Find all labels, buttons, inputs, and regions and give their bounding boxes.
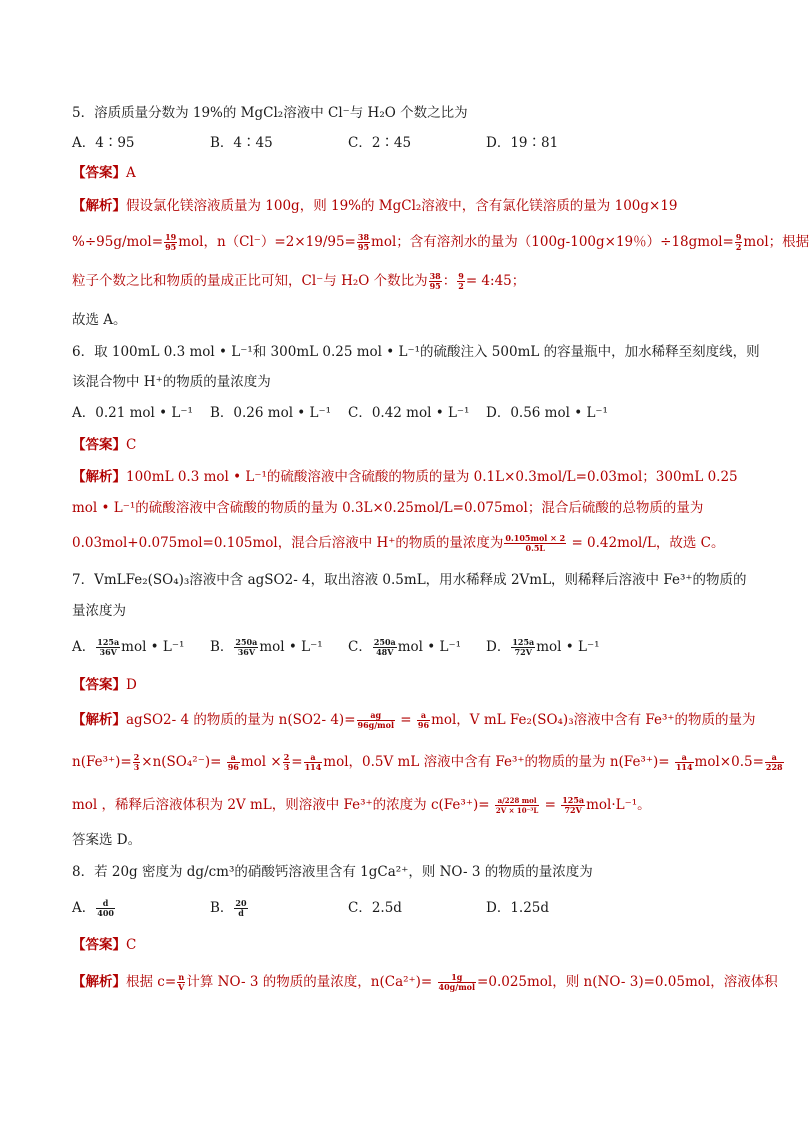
q7-option-a: A． $\frac{125a}{36V}$ mol • L⁻¹ [72,637,185,657]
q7-explanation-line2: n(Fe³⁺)= $\frac{2}{3}$ ×n(SO₄²⁻)= $\frac{a}{96}$ mol × $\frac{2}{3}$ = $\frac{a}{114}$ mol，0.5V mL 溶液中含有 Fe³⁺的物质的量为 n(Fe³⁺)= $\frac{a}{114}$ mol×0.5= $\frac{a}{228}$ [72,752,783,772]
q8-option-d: D．1.25d [486,900,550,916]
q5-answer: 【答案】A [72,165,136,181]
q6-answer: 【答案】C [72,437,137,453]
q8-option-b: B． $\frac{20}{d}$ [210,898,247,918]
q5-explanation-line3: 粒子个数之比和物质的量成正比可知，Cl⁻与 H₂O 个数比为 $\frac{38}{95}$ ： $\frac{9}{2}$ = 4:45； [72,271,526,291]
q6-stem-line1: 6．取 100mL 0.3 mol • L⁻¹和 300mL 0.25 mol • L⁻¹的硫酸注入 500mL 的容量瓶中，加水稀释至刻度线，则 [72,344,760,360]
q8-answer: 【答案】C [72,937,137,953]
q6-explanation-line1: 【解析】100mL 0.3 mol • L⁻¹的硫酸溶液中含硫酸的物质的量为 0.1L×0.3mol/L=0.03mol；300mL 0.25 [72,469,738,485]
q6-explanation-line3: 0.03mol+0.075mol=0.105mol，混合后溶液中 H⁺的物质的量浓度为 $\frac{\text{0.105mol × 2}}{0.5L}$ = 0.42mol/L，故选 C。 [72,533,725,553]
q8-explanation-line1: 【解析】根据 c= $\frac{n}{V}$ 计算 NO- 3 的物质的量浓度，n(Ca²⁺)= $\frac{1g}{\text{40g/mol}}$ =0.025mol，则 n(NO- 3)=0.05mol，溶液体积 [72,972,778,992]
q8-stem: 8．若 20g 密度为 dg/cm³的硝酸钙溶液里含有 1gCa²⁺，则 NO- 3 的物质的量浓度为 [72,864,593,880]
q7-option-d: D． $\frac{125a}{72V}$ mol • L⁻¹ [486,637,600,657]
q7-answer: 【答案】D [72,677,137,693]
q7-option-c: C． $\frac{250a}{48V}$ mol • L⁻¹ [348,637,462,657]
q6-option-a: A．0.21 mol • L⁻¹ [72,405,193,421]
q7-conclusion: 答案选 D。 [72,832,142,848]
q6-option-d: D．0.56 mol • L⁻¹ [486,405,608,421]
q5-explanation-line1: 【解析】假设氯化镁溶液质量为 100g，则 19%的 MgCl₂溶液中，含有氯化镁溶质的量为 100g×19 [72,198,678,214]
q7-option-b: B． $\frac{250a}{36V}$ mol • L⁻¹ [210,637,323,657]
q6-option-c: C．0.42 mol • L⁻¹ [348,405,470,421]
q5-option-a: A．4∶95 [72,135,135,151]
q7-explanation-line1: 【解析】agSO2- 4 的物质的量为 n(SO2- 4)= $\frac{ag}{\text{96g/mol}}$ = $\frac{a}{96}$ mol，V mL Fe₂(SO₄)₃溶液中含有 Fe³⁺的物质的量为 [72,710,756,730]
q5-stem: 5．溶质质量分数为 19%的 MgCl₂溶液中 Cl⁻与 H₂O 个数之比为 [72,105,468,121]
q8-option-a: A． $\frac{d}{400}$ [72,898,114,918]
q6-option-b: B．0.26 mol • L⁻¹ [210,405,332,421]
q7-explanation-line3: mol ，稀释后溶液体积为 2V mL，则溶液中 Fe³⁺的浓度为 c(Fe³⁺)= $\frac{\text{a/228 mol}}{\text{2V × 10⁻³L}}$ = $\frac{125a}{72V}$ mol·L⁻¹。 [72,795,651,815]
q6-explanation-line2: mol • L⁻¹的硫酸溶液中含硫酸的物质的量为 0.3L×0.25mol/L=0.075mol；混合后硫酸的总物质的量为 [72,500,704,516]
q5-conclusion: 故选 A。 [72,312,127,328]
q8-option-c: C．2.5d [348,900,402,916]
q7-stem-line1: 7．VmLFe₂(SO₄)₃溶液中含 agSO2- 4，取出溶液 0.5mL，用水稀释成 2VmL，则稀释后溶液中 Fe³⁺的物质的 [72,572,747,588]
q5-explanation-line2: %÷95g/mol= $\frac{19}{95}$ mol，n（Cl⁻）=2×19/95= $\frac{38}{95}$ mol；含有溶剂水的量为（100g-100g×19％）÷18gmol= $\frac{9}{2}$ mol；根据 [72,232,809,252]
q5-option-b: B．4∶45 [210,135,273,151]
q5-option-c: C．2∶45 [348,135,412,151]
q7-stem-line2: 量浓度为 [72,603,126,619]
q6-stem-line2: 该混合物中 H⁺的物质的量浓度为 [72,374,271,390]
q5-option-d: D．19∶81 [486,135,559,151]
